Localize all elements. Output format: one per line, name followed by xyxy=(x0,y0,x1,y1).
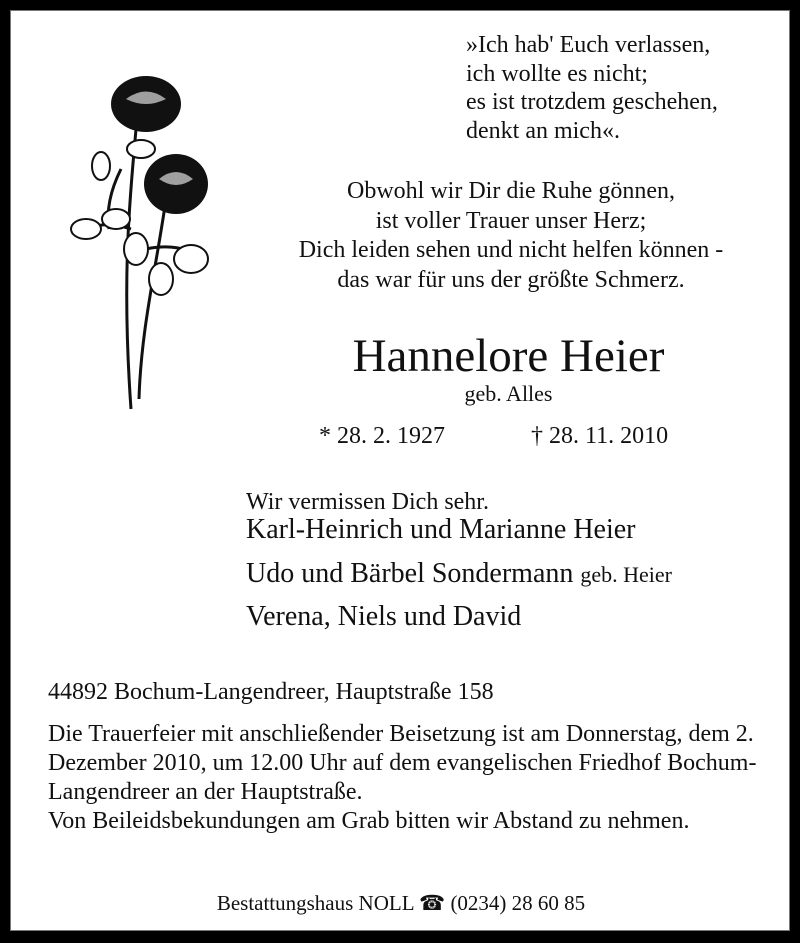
poem-stanza xyxy=(241,177,781,295)
ceremony-info xyxy=(48,720,768,836)
funeral-home xyxy=(11,891,791,916)
stanza-line: Dich leiden sehen und nicht helfen können - xyxy=(298,237,724,263)
stanza-line: das war für uns der größte Schmerz. xyxy=(337,266,685,293)
mourner-line: Karl-Heinrich und Marianne Heier xyxy=(246,514,636,545)
rose-illustration xyxy=(61,69,231,414)
death-date: † 28. 11. 2010 xyxy=(531,423,669,449)
mourner-line xyxy=(246,558,672,590)
quote-line: es ist trotzdem geschehen, xyxy=(466,89,718,115)
quote-line: denkt an mich«. xyxy=(466,117,620,144)
quote-line: ich wollte es nicht; xyxy=(466,60,648,87)
maiden-name: geb. Alles xyxy=(464,381,553,406)
phone-number: (0234) 28 60 85 xyxy=(450,891,586,915)
funeral-home-name: Bestattungshaus NOLL xyxy=(216,891,414,915)
condolence-text: Von Beileidsbekundungen am Grab bitten wir Abstand zu nehmen. xyxy=(48,808,690,834)
birth-date: * 28. 2. 1927 xyxy=(319,423,445,449)
quote-line: »Ich hab' Euch verlassen, xyxy=(466,32,711,58)
mourner-maiden-name: geb. Heier xyxy=(580,562,673,587)
stanza-line: Obwohl wir Dir die Ruhe gönnen, xyxy=(347,178,675,204)
mourner-names: Udo und Bärbel Sondermann xyxy=(246,558,574,589)
mourners-intro: Wir vermissen Dich sehr. xyxy=(246,489,489,515)
stanza-line: ist voller Trauer unser Herz; xyxy=(375,207,647,234)
obituary-notice xyxy=(10,10,790,931)
phone-icon: ☎ xyxy=(419,891,446,915)
mourner-line: Verena, Niels und David xyxy=(246,601,522,632)
address: 44892 Bochum-Langendreer, Hauptstraße 158 xyxy=(48,679,494,705)
ceremony-text: Die Trauerfeier mit anschließender Beisetzung ist am Donnerstag, dem 2. Dezember 2010, um 12.00 Uhr auf dem evangelischen Friedhof Bochum-Langendreer an der Hauptstraße. xyxy=(48,721,757,805)
quote xyxy=(466,31,718,145)
deceased-name: Hannelore Heier xyxy=(352,330,665,382)
